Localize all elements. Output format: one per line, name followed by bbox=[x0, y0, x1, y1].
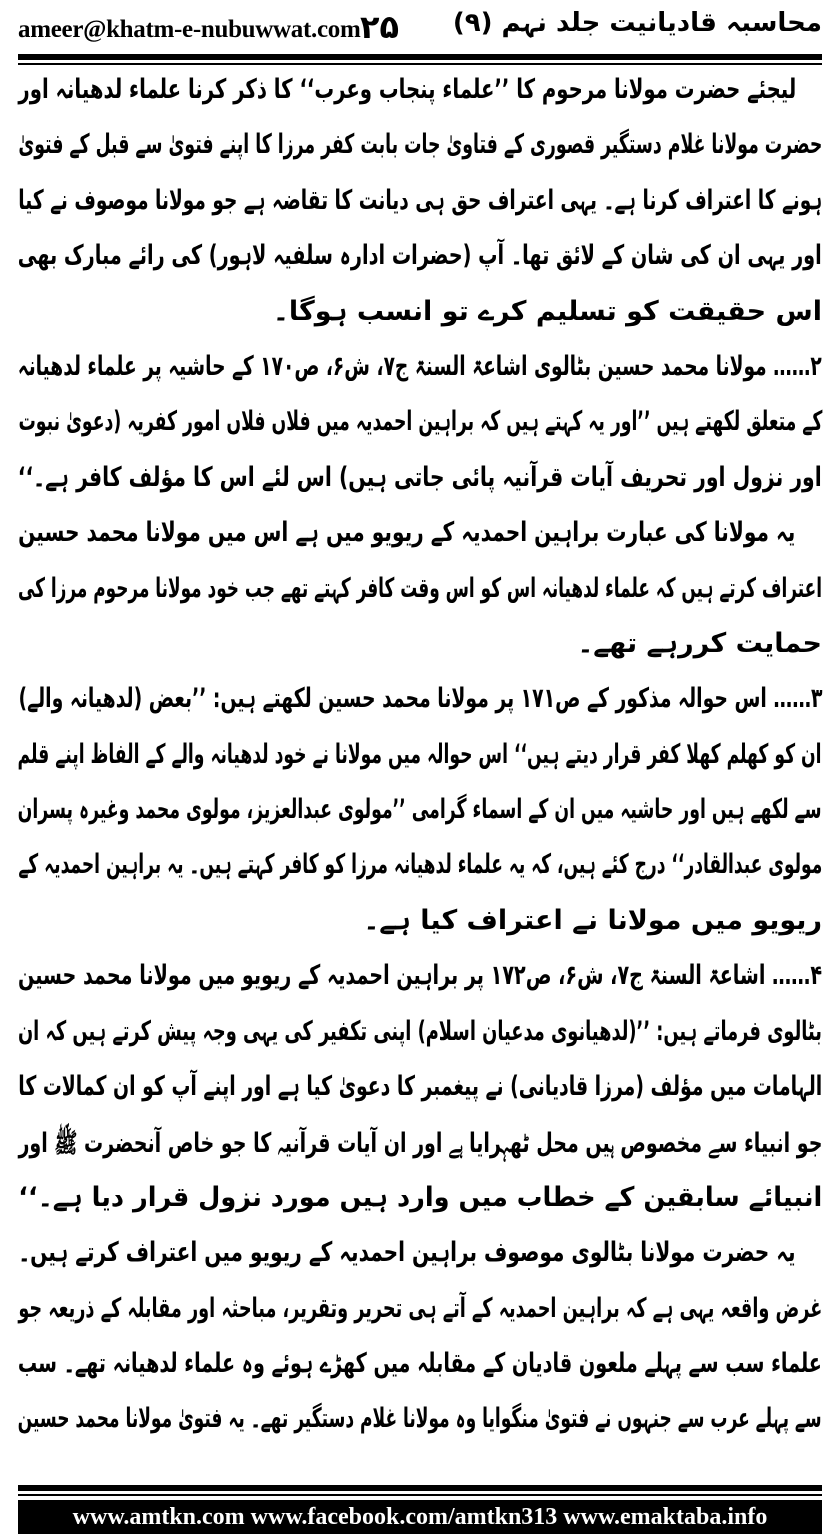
text-line: مولوی عبدالقادر‘‘ درج کئے ہیں، کہ یہ علماء لدھیانہ مرزا کو کافر کہتے ہیں۔ یہ براہین احمدیہ کے bbox=[18, 849, 822, 881]
text-line: ہونے کا اعتراف کرنا ہے۔ یہی اعتراف حق ہی دیانت کا تقاضہ ہے جو مولانا موصوف نے کیا bbox=[18, 184, 822, 216]
text-line: ریویو میں مولانا نے اعتراف کیا ہے۔ bbox=[363, 904, 822, 936]
text-line: یہ حضرت مولانا بٹالوی موصوف براہین احمدیہ کے ریویو میں اعتراف کرتے ہیں۔ bbox=[18, 1237, 796, 1269]
text-line: حمایت کررہے تھے۔ bbox=[577, 627, 822, 659]
footer-rule-thick bbox=[18, 1485, 822, 1491]
header-rule-thick bbox=[18, 54, 822, 60]
text-line: انبیائے سابقین کے خطاب میں وارد ہیں مورد نزول قرار دیا ہے۔‘‘ bbox=[18, 1181, 822, 1213]
text-line: اس حقیقت کو تسلیم کرے تو انسب ہوگا۔ bbox=[273, 295, 822, 327]
header-email: ameer@khatm-e-nubuwwat.com bbox=[18, 16, 361, 43]
footer-rule-thin bbox=[18, 1494, 822, 1496]
text-line: یہ مولانا کی عبارت براہین احمدیہ کے ریویو میں ہے اس میں مولانا محمد حسین bbox=[18, 517, 796, 549]
book-title: محاسبہ قادیانیت جلد نہم (۹) bbox=[452, 8, 822, 38]
text-line: لیجئے حضرت مولانا مرحوم کا ’’علماء پنجاب وعرب‘‘ کا ذکر کرنا علماء لدھیانہ اور bbox=[18, 74, 796, 105]
text-line: جو انبیاء سے مخصوص ہیں محل ٹھہرایا ہے اور ان آیات قرآنیہ کا جو خاص آنحضرت ﷺ اور bbox=[18, 1128, 822, 1160]
text-line: کے متعلق لکھتے ہیں ’’اور یہ کہتے ہیں کہ براہین احمدیہ میں فلاں فلاں امور کفریہ (دعویٰ نبوت bbox=[18, 406, 822, 438]
text-line: غرض واقعہ یہی ہے کہ براہین احمدیہ کے آتے ہی تحریر وتقریر، مباحثہ اور مقابلہ کے ذریعہ جو bbox=[18, 1292, 822, 1324]
text-line: ۴…… اشاعۃ السنۃ ج۷، ش۶، ص۱۷۲ پر براہین احمدیہ کے ریویو میں مولانا محمد حسین bbox=[18, 960, 822, 992]
text-line: اعتراف کرتے ہیں کہ علماء لدھیانہ اس کو اس وقت کافر کہتے تھے جب خود مولانا مرحوم مرزا کی bbox=[18, 572, 822, 604]
page-number: ۲۵ bbox=[360, 8, 400, 46]
header-rule-thin bbox=[18, 63, 822, 65]
text-line: سے پہلے عرب سے جنہوں نے فتویٰ منگوایا وہ مولانا غلام دستگیر تھے۔ یہ فتویٰ مولانا محمد حسین bbox=[17, 1403, 822, 1435]
text-line: الہامات میں مؤلف (مرزا قادیانی) نے پیغمبر کا دعویٰ کیا ہے اور اپنے آپ کو ان کمالات کا bbox=[18, 1071, 822, 1103]
text-line: ۳…… اس حوالہ مذکور کے ص۱۷۱ پر مولانا محمد حسین لکھتے ہیں: ’’بعض (لدھیانہ والے) bbox=[18, 683, 822, 715]
text-line: حضرت مولانا غلام دستگیر قصوری کے فتاویٰ جات بابت کفر مرزا کا اپنے فتویٰ سے قبل کے فتویٰ bbox=[18, 129, 822, 161]
text-line: ۲…… مولانا محمد حسین بٹالوی اشاعۃ السنۃ ج۷، ش۶، ص۱۷۰ کے حاشیہ پر علماء لدھیانہ bbox=[18, 350, 822, 382]
footer-links: www.amtkn.com www.facebook.com/amtkn313 www.emaktaba.info bbox=[18, 1500, 822, 1534]
text-line: بٹالوی فرماتے ہیں: ’’(لدھیانوی مدعیان اسلام) اپنی تکفیر کی یہی وجہ پیش کرتے ہیں کہ ان bbox=[18, 1015, 822, 1047]
text-line: اور نزول اور تحریف آیات قرآنیہ پائی جاتی ہیں) اس لئے اس کا مؤلف کافر ہے۔‘‘ bbox=[18, 461, 822, 493]
text-line: علماء سب سے پہلے ملعون قادیان کے مقابلہ میں کھڑے ہوئے وہ علماء لدھیانہ تھے۔ سب bbox=[18, 1347, 822, 1379]
text-line: اور یہی ان کی شان کے لائق تھا۔ آپ (حضرات ادارہ سلفیہ لاہور) کی رائے مبارک بھی bbox=[18, 240, 822, 272]
page-body bbox=[18, 74, 822, 1459]
text-line: سے لکھے ہیں اور حاشیہ میں ان کے اسماء گرامی ’’مولوی عبدالعزیز، مولوی محمد وغیرہ پسران bbox=[18, 794, 822, 826]
text-line: ان کو کھلم کھلا کفر قرار دیتے ہیں‘‘ اس حوالہ میں مولانا نے خود لدھیانہ والے کے الفاظ اپنے قلم bbox=[18, 738, 822, 770]
